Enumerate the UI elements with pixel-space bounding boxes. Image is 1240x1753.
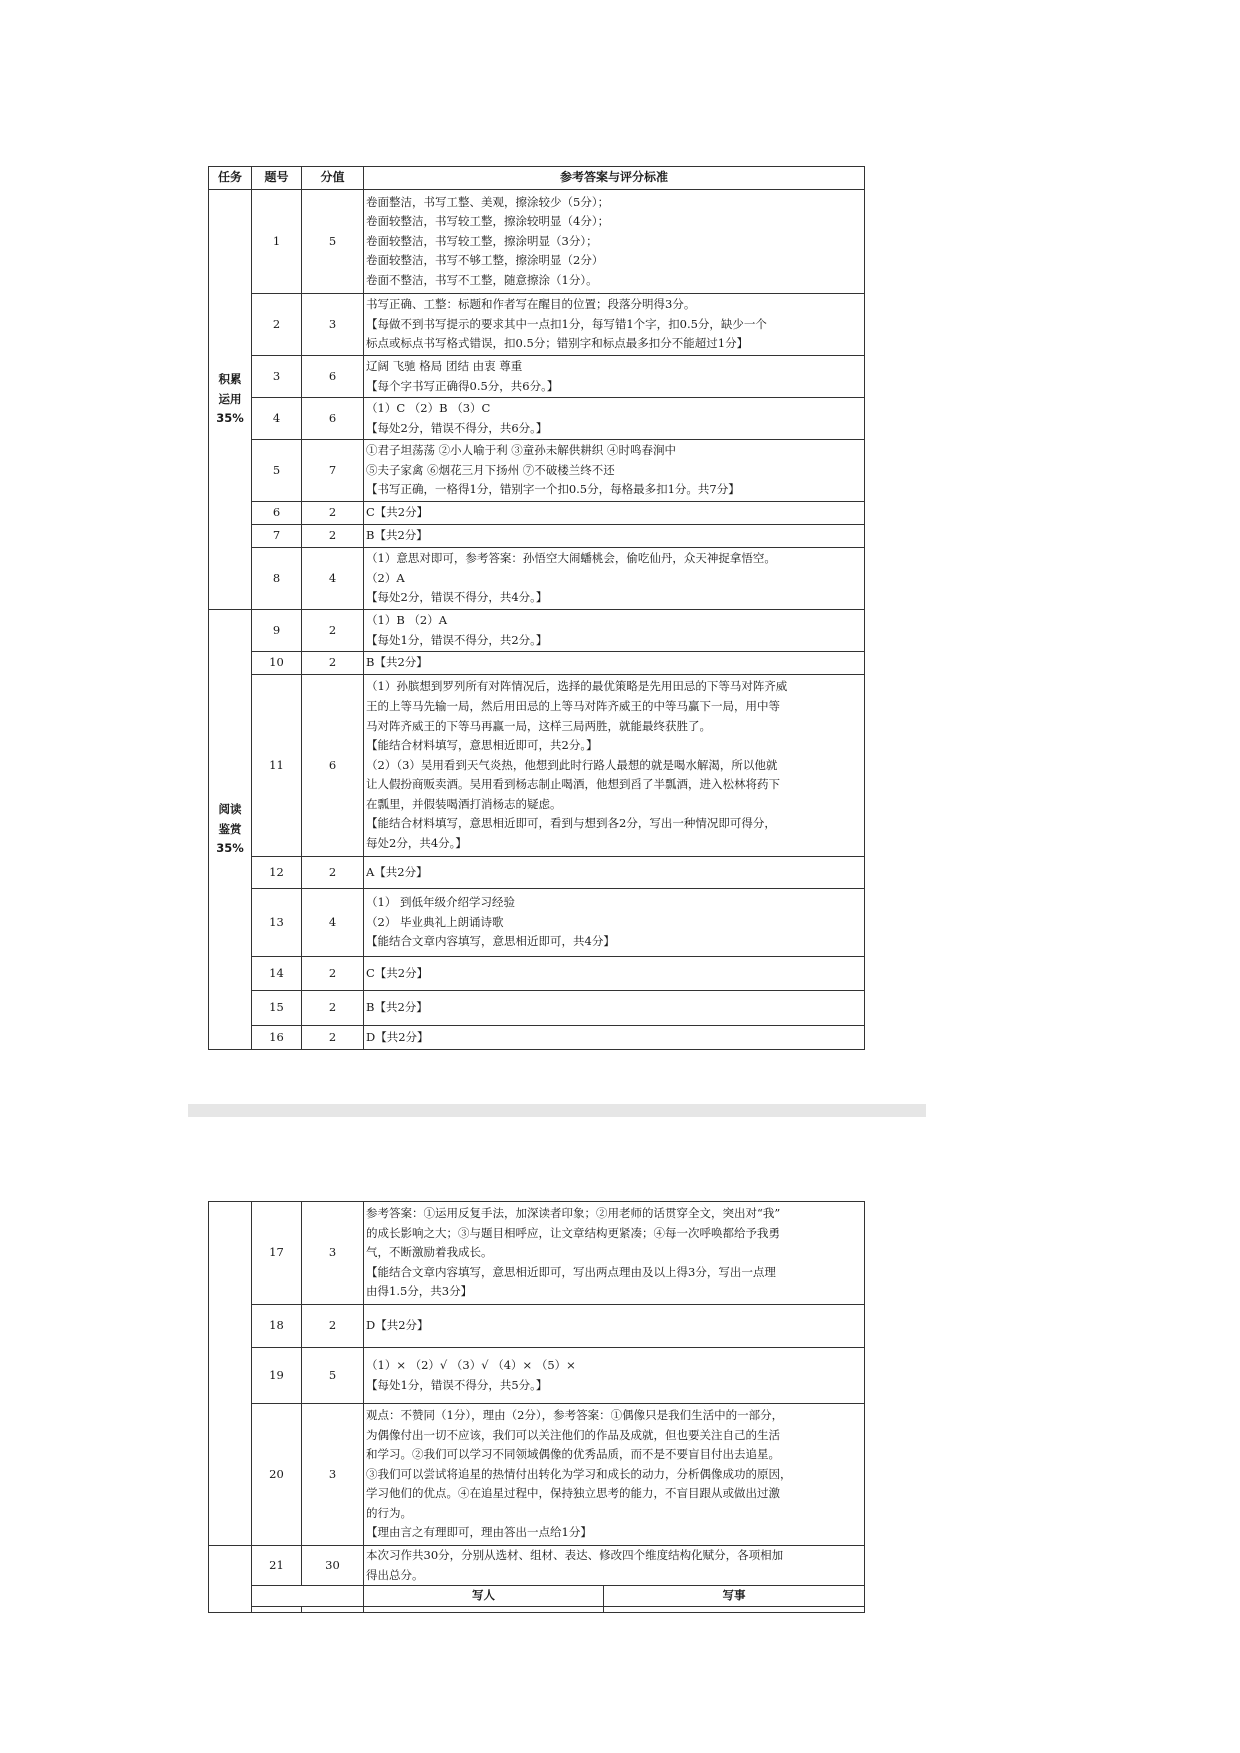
answer-line: 的成长影响之大；③与题目相呼应，让文章结构更紧凑；④每一次呼唤都给予我勇	[366, 1225, 780, 1240]
table-row	[209, 190, 865, 294]
answer-line: 由得1.5分，共3分】	[366, 1284, 473, 1299]
answer-line: （2） 毕业典礼上朗诵诗歌	[366, 914, 504, 929]
task-label: 运用	[218, 391, 242, 406]
header-answer: 参考答案与评分标准	[364, 167, 865, 190]
question-number: 15	[252, 991, 302, 1026]
question-number: 21	[252, 1546, 302, 1586]
table-row	[209, 1606, 865, 1612]
answer-table-part2	[208, 1201, 865, 1613]
answer-line: 和学习。②我们可以学习不同领域偶像的优秀品质，而不是不要盲目付出去追星。	[366, 1447, 780, 1462]
answer-line: D【共2分】	[366, 1318, 429, 1333]
table-cell	[604, 1606, 865, 1612]
answer-line: 卷面较整洁，书写不够工整，擦涂明显（2分）	[366, 253, 604, 268]
answer-cell	[364, 525, 865, 548]
writing-subheader-person: 写人	[364, 1586, 604, 1607]
answer-line: B【共2分】	[366, 1000, 428, 1015]
writing-subheader-event: 写事	[604, 1586, 865, 1607]
answer-line: （2）A	[366, 570, 405, 585]
question-score: 2	[302, 1305, 364, 1348]
answer-line: （1）C （2）B （3）C	[366, 400, 491, 415]
table-cell	[252, 1606, 302, 1612]
answer-line: 的行为。	[366, 1505, 412, 1520]
task-label: 积累	[218, 372, 242, 387]
answer-cell	[364, 190, 865, 294]
answer-line: 【每处2分，错误不得分，共6分。】	[366, 420, 548, 435]
question-score: 7	[302, 440, 364, 502]
task-label: 鉴赏	[218, 821, 242, 836]
answer-line: 让人假扮商贩卖酒。吴用看到杨志制止喝酒，他想到舀了半瓢酒，进入松林将药下	[366, 777, 780, 792]
question-score: 6	[302, 675, 364, 857]
question-score: 2	[302, 857, 364, 889]
question-number: 4	[252, 398, 302, 440]
answer-line: 【每处2分，错误不得分，共4分。】	[366, 590, 548, 605]
answer-line: A【共2分】	[366, 864, 428, 879]
answer-line: D【共2分】	[366, 1029, 429, 1044]
question-score: 6	[302, 398, 364, 440]
table-row	[209, 957, 865, 991]
answer-cell	[364, 1305, 865, 1348]
answer-line: 观点：不赞同（1分），理由（2分），参考答案：①偶像只是我们生活中的一部分，	[366, 1407, 784, 1422]
answer-line: 【能结合文章内容填写，意思相近即可，共4分】	[366, 934, 615, 949]
answer-line: 在瓢里，并假装喝酒打消杨志的疑虑。	[366, 796, 562, 811]
answer-line: （2）（3）吴用看到天气炎热，他想到此时行路人最想的就是喝水解渴，所以他就	[366, 757, 778, 772]
answer-line: 【理由言之有理即可，理由答出一点给1分】	[366, 1525, 592, 1540]
table-cell	[302, 1606, 364, 1612]
question-score: 2	[302, 1026, 364, 1050]
answer-cell	[364, 1202, 865, 1305]
answer-line: 辽阔 飞驰 格局 团结 由衷 尊重	[366, 358, 523, 373]
table-row	[209, 548, 865, 610]
answer-cell	[364, 1026, 865, 1050]
question-number: 6	[252, 502, 302, 525]
task-cell-writing	[209, 1546, 252, 1613]
table-row	[209, 889, 865, 957]
table-header-row	[209, 167, 865, 190]
answer-cell	[364, 440, 865, 502]
answer-line: 得出总分。	[366, 1567, 424, 1582]
answer-line: 【每个字书写正确得0.5分，共6分。】	[366, 378, 559, 393]
answer-cell	[364, 991, 865, 1026]
table-row	[209, 1305, 865, 1348]
answer-line: 气，不断激励着我成长。	[366, 1245, 493, 1260]
task-percent: 35%	[216, 411, 244, 426]
table-row	[209, 502, 865, 525]
question-score: 5	[302, 190, 364, 294]
answer-cell	[364, 398, 865, 440]
answer-cell	[364, 652, 865, 675]
table-row	[209, 294, 865, 356]
answer-cell	[364, 889, 865, 957]
answer-line: 卷面较整洁，书写较工整，擦涂明显（3分）；	[366, 233, 598, 248]
question-score: 2	[302, 991, 364, 1026]
answer-line: C【共2分】	[366, 505, 429, 520]
answer-cell	[364, 675, 865, 857]
answer-line: 【能结合文章内容填写，意思相近即可，写出两点理由及以上得3分，写出一点理	[366, 1264, 776, 1279]
question-number: 3	[252, 356, 302, 398]
answer-line: 学习他们的优点。④在追星过程中，保持独立思考的能力，不盲目跟从或做出过激	[366, 1486, 780, 1501]
question-score: 6	[302, 356, 364, 398]
header-task: 任务	[209, 167, 252, 190]
header-score: 分值	[302, 167, 364, 190]
question-number: 18	[252, 1305, 302, 1348]
answer-line: 每处2分，共4分。】	[366, 836, 467, 851]
answer-line: 【书写正确，一格得1分，错别字一个扣0.5分，每格最多扣1分。共7分】	[366, 482, 740, 497]
question-number: 12	[252, 857, 302, 889]
answer-line: 卷面整洁，书写工整、美观，擦涂较少（5分）；	[366, 194, 610, 209]
question-score: 2	[302, 652, 364, 675]
question-number: 8	[252, 548, 302, 610]
answer-table-part1	[208, 166, 865, 1050]
question-score: 2	[302, 610, 364, 652]
table-row	[209, 1026, 865, 1050]
table-row	[209, 1546, 865, 1586]
answer-line: 【每处1分，错误不得分，共2分。】	[366, 632, 548, 647]
question-number: 9	[252, 610, 302, 652]
answer-line: 书写正确、工整：标题和作者写在醒目的位置；段落分明得3分。	[366, 297, 696, 312]
question-score: 2	[302, 502, 364, 525]
answer-cell	[364, 1546, 865, 1586]
question-score: 3	[302, 1202, 364, 1305]
answer-cell	[364, 957, 865, 991]
answer-line: ③我们可以尝试将追星的热情付出转化为学习和成长的动力，分析偶像成功的原因，	[366, 1466, 792, 1481]
table-row	[209, 356, 865, 398]
table-row	[209, 675, 865, 857]
answer-line: 【能结合材料填写，意思相近即可，看到与想到各2分，写出一种情况即可得分，	[366, 816, 776, 831]
question-number: 19	[252, 1348, 302, 1404]
answer-cell	[364, 294, 865, 356]
table-row	[209, 440, 865, 502]
task-label: 阅读	[218, 802, 242, 817]
writing-subheader-row	[209, 1586, 865, 1607]
question-score: 4	[302, 889, 364, 957]
answer-line: 卷面较整洁，书写较工整，擦涂较明显（4分）；	[366, 214, 610, 229]
table-row	[209, 1202, 865, 1305]
answer-line: 本次习作共30分，分别从选材、组材、表达、修改四个维度结构化赋分，各项相加	[366, 1548, 784, 1562]
answer-line: ①君子坦荡荡 ②小人喻于利 ③童孙未解供耕织 ④时鸣春涧中	[366, 443, 676, 458]
question-number: 20	[252, 1404, 302, 1546]
answer-line: 【每处1分，错误不得分，共5分。】	[366, 1377, 548, 1392]
writing-subheader-blank	[252, 1586, 364, 1607]
question-score: 4	[302, 548, 364, 610]
answer-line: （1）孙膑想到罗列所有对阵情况后，选择的最优策略是先用田忌的下等马对阵齐威	[366, 679, 788, 694]
table-row	[209, 1348, 865, 1404]
answer-line: 【能结合材料填写，意思相近即可，共2分。】	[366, 738, 598, 753]
table-row	[209, 652, 865, 675]
task-cell-continued	[209, 1202, 252, 1546]
answer-line: （1）意思对即可，参考答案：孙悟空大闹蟠桃会，偷吃仙丹，众天神捉拿悟空。	[366, 551, 776, 566]
answer-line: （1） 到低年级介绍学习经验	[366, 895, 515, 910]
answer-line: B【共2分】	[366, 528, 428, 543]
answer-line: 标点或标点书写格式错误，扣0.5分；错别字和标点最多扣分不能超过1分】	[366, 336, 749, 351]
answer-cell	[364, 1404, 865, 1546]
table-row	[209, 991, 865, 1026]
task-accumulation	[209, 190, 252, 610]
answer-cell	[364, 1348, 865, 1404]
table-row	[209, 857, 865, 889]
table-cell	[364, 1606, 604, 1612]
question-score: 3	[302, 1404, 364, 1546]
question-number: 16	[252, 1026, 302, 1050]
answer-line: 【每做不到书写提示的要求其中一点扣1分，每写错1个字，扣0.5分，缺少一个	[366, 316, 767, 331]
answer-cell	[364, 356, 865, 398]
answer-cell	[364, 857, 865, 889]
answer-line: 参考答案：①运用反复手法，加深读者印象；②用老师的话贯穿全文，突出对“我”	[366, 1206, 781, 1221]
question-number: 17	[252, 1202, 302, 1305]
table-row	[209, 525, 865, 548]
question-score: 5	[302, 1348, 364, 1404]
question-score: 2	[302, 525, 364, 548]
answer-line: 马对阵齐威王的下等马再赢一局，这样三局两胜，就能最终获胜了。	[366, 718, 711, 733]
answer-line: C【共2分】	[366, 965, 429, 980]
question-number: 2	[252, 294, 302, 356]
answer-cell	[364, 502, 865, 525]
task-reading	[209, 610, 252, 1050]
question-score: 3	[302, 294, 364, 356]
question-number: 10	[252, 652, 302, 675]
answer-line: 为偶像付出一切不应该，我们可以关注他们的作品及成就，但也要关注自己的生活	[366, 1427, 780, 1442]
question-score: 30	[302, 1546, 364, 1586]
answer-line: B【共2分】	[366, 655, 428, 670]
answer-line: 卷面不整洁，书写不工整，随意擦涂（1分）。	[366, 272, 598, 287]
answer-line: （1）B （2）A	[366, 612, 448, 627]
task-percent: 35%	[216, 841, 244, 856]
question-number: 1	[252, 190, 302, 294]
answer-line: ⑤夫子家禽 ⑥烟花三月下扬州 ⑦不破楼兰终不还	[366, 462, 615, 477]
table-row	[209, 1404, 865, 1546]
answer-line: 王的上等马先输一局，然后用田忌的上等马对阵齐威王的中等马赢下一局，用中等	[366, 698, 780, 713]
answer-cell	[364, 548, 865, 610]
question-number: 5	[252, 440, 302, 502]
table-row	[209, 610, 865, 652]
table-row	[209, 398, 865, 440]
answer-line: （1）× （2）√ （3）√ （4）× （5）×	[366, 1357, 576, 1372]
header-number: 题号	[252, 167, 302, 190]
question-number: 7	[252, 525, 302, 548]
answer-cell	[364, 610, 865, 652]
question-number: 13	[252, 889, 302, 957]
question-score: 2	[302, 957, 364, 991]
question-number: 14	[252, 957, 302, 991]
question-number: 11	[252, 675, 302, 857]
page-divider	[188, 1104, 926, 1117]
